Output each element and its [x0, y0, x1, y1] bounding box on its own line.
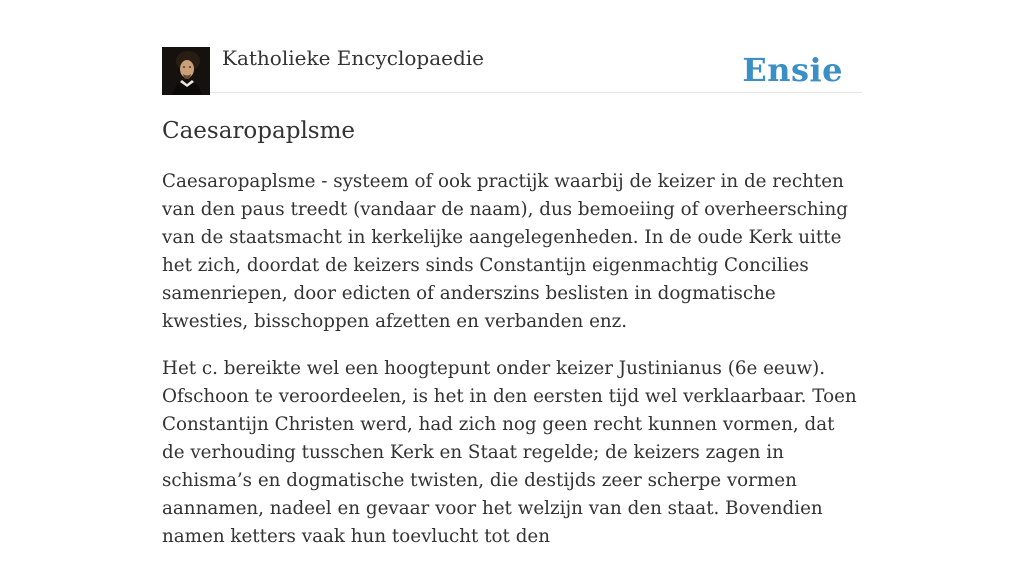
brand-logo[interactable]: Ensie [742, 51, 843, 89]
page-title: Caesaropaplsme [162, 118, 356, 144]
article-body [162, 168, 862, 570]
page-container [162, 0, 862, 547]
portrait-avatar-icon[interactable] [162, 47, 210, 95]
header [162, 0, 862, 93]
article-paragraph: Het c. bereikte wel een hoogtepunt onder keizer Justinianus (6e eeuw). Ofschoon te veroordeelen, is het in den eersten tijd wel verklaarbaar. Toen Constantijn Christen werd, had zich nog geen recht kunnen vormen, dat de verhouding tusschen Kerk en Staat regelde; de keizers zagen in schisma’s en dogmatische twisten, die destijds zeer scherpe vormen aannamen, nadeel en gevaar voor het welzijn van den staat. Bovendien namen ketters vaak hun toevlucht tot den [162, 358, 857, 547]
source-name[interactable]: Katholieke Encyclopaedie [222, 46, 484, 70]
article-paragraph: Caesaropaplsme - systeem of ook practijk waarbij de keizer in de rechten van den paus treedt (vandaar de naam), dus bemoeiing of overheersching van de staatsmacht in kerkelijke aangelegenheden. In de oude Kerk uitte het zich, doordat de keizers sinds Constantijn eigenmachtig Concilies samenriepen, door edicten of anderszins beslisten in dogmatische kwesties, bisschoppen afzetten en verbanden enz. [162, 171, 848, 332]
